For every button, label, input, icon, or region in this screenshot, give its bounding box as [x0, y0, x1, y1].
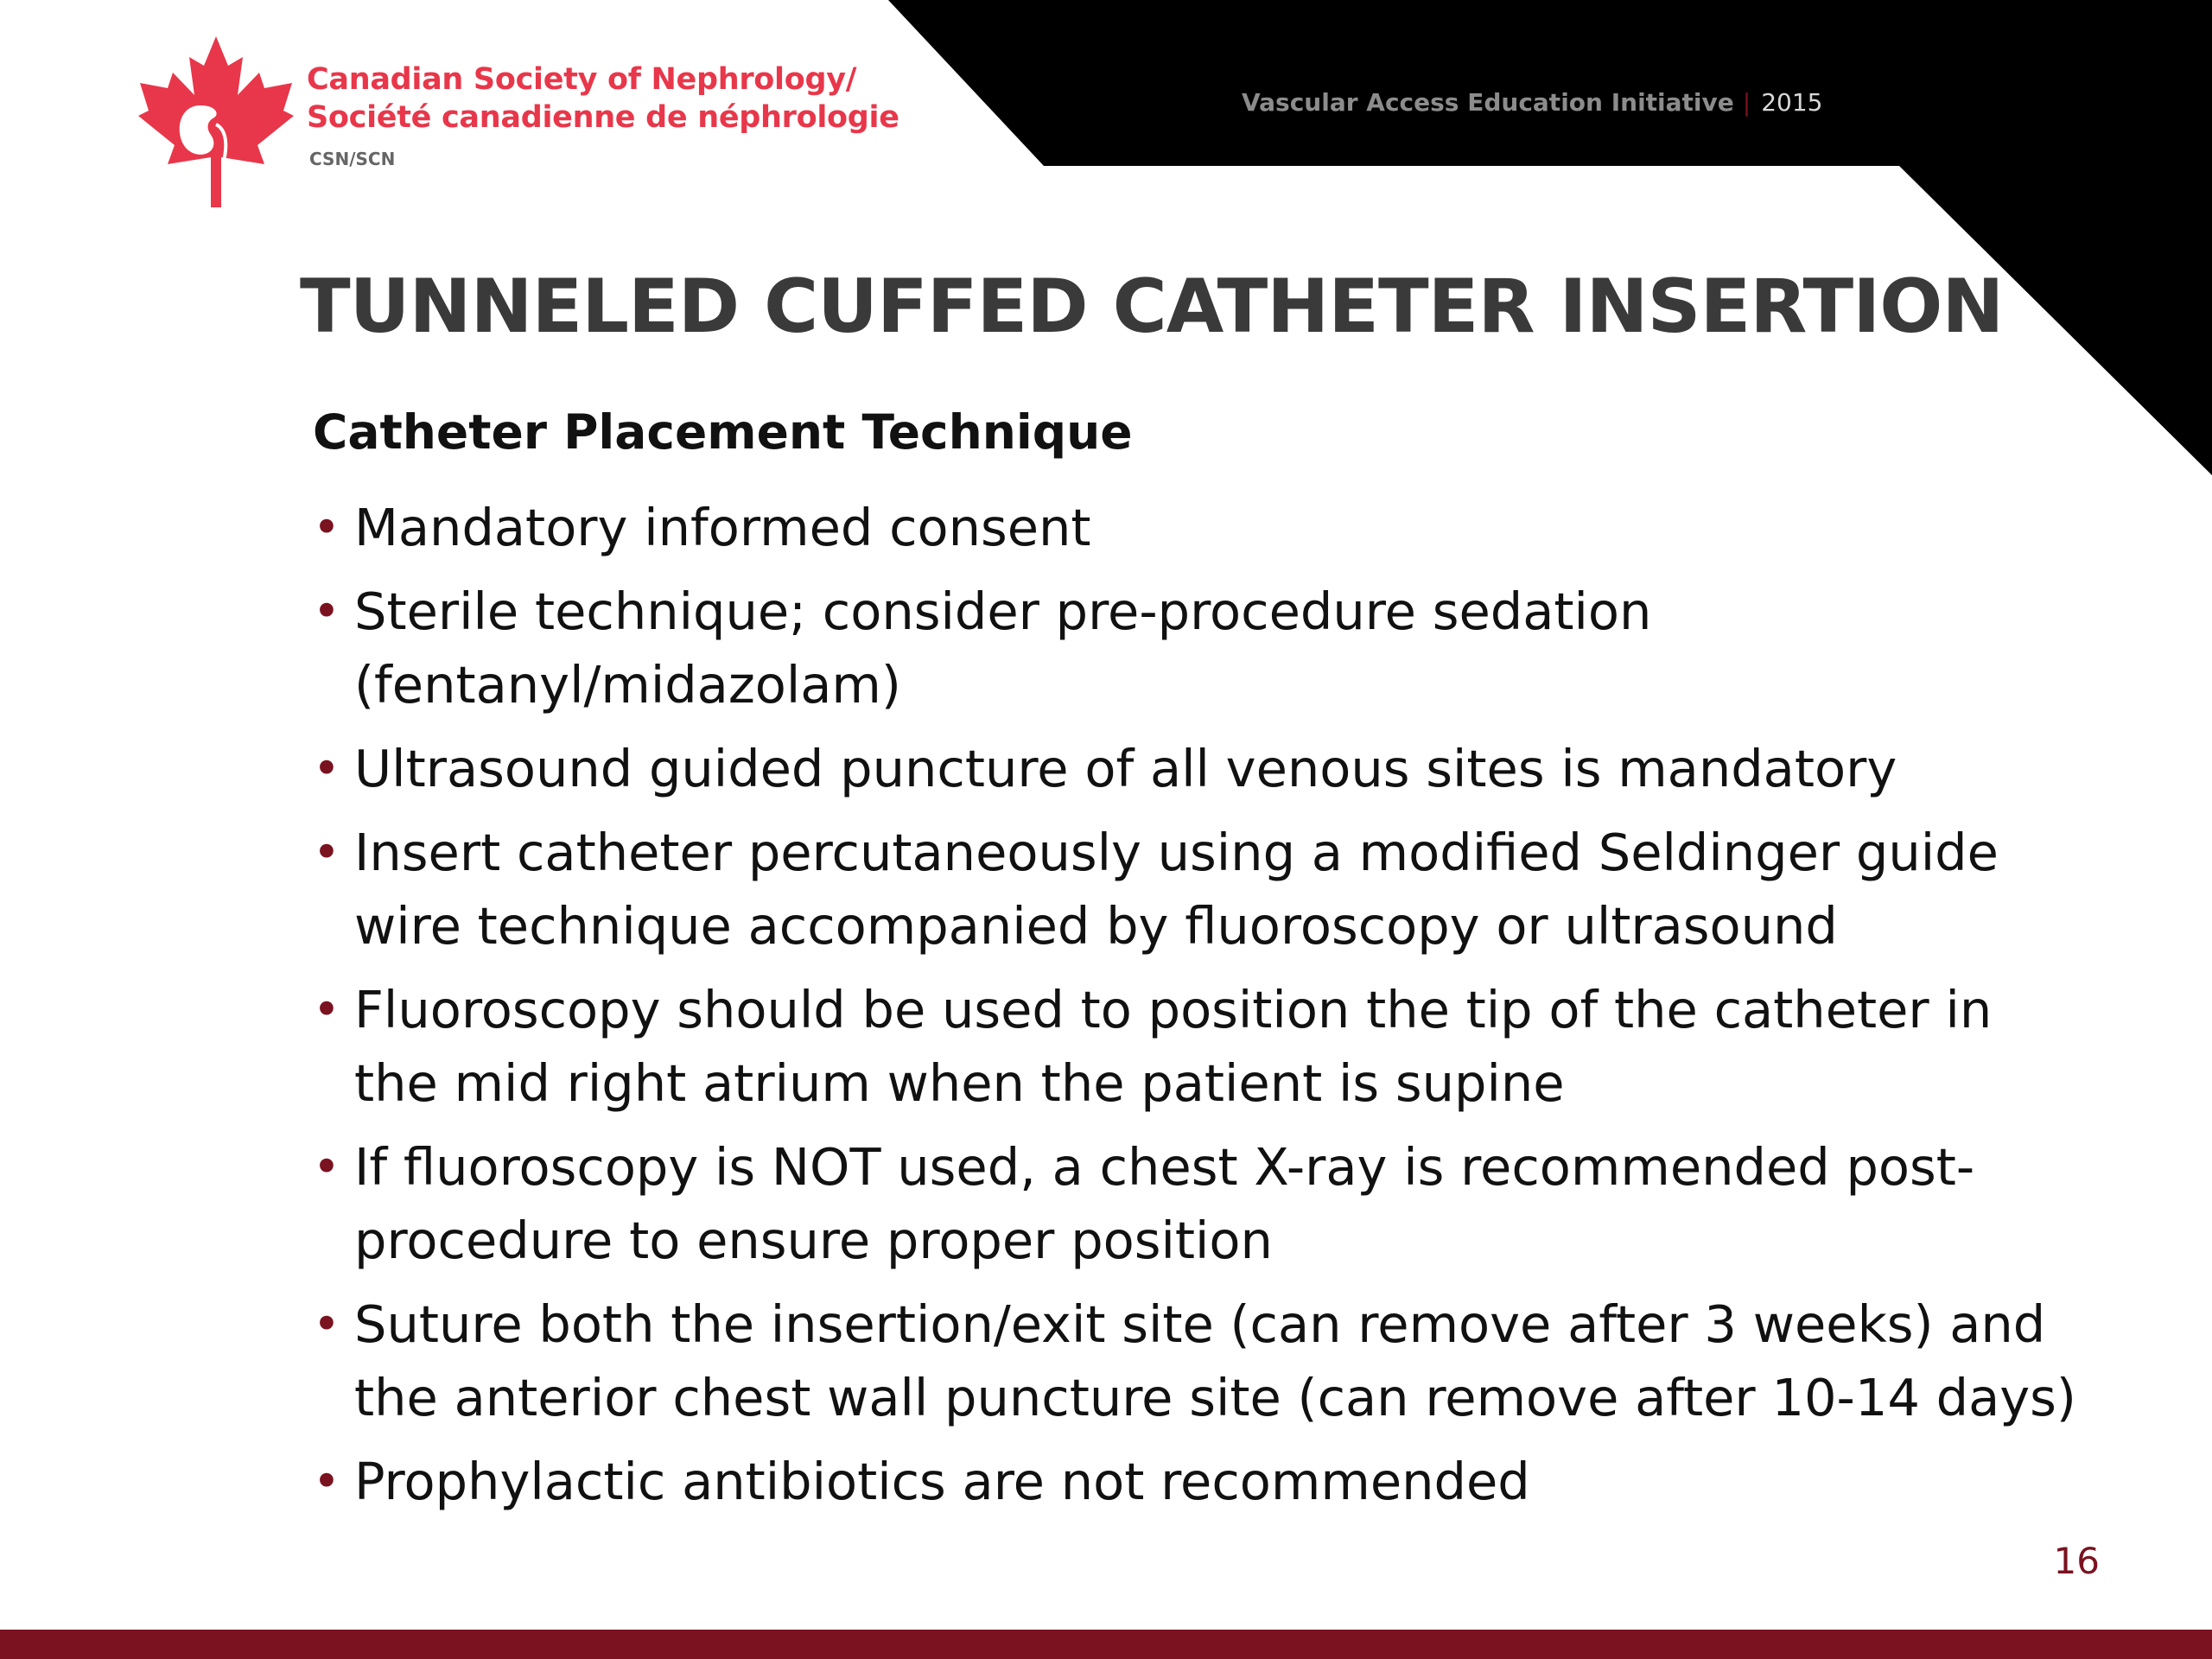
bullet-text: Mandatory informed consent [354, 498, 1091, 557]
bullet-dot: • [313, 500, 340, 555]
header-year: 2015 [1761, 88, 1823, 117]
bullet-item [313, 973, 2084, 1120]
bullet-dot: • [313, 982, 340, 1037]
bullet-dot: • [313, 825, 340, 880]
bullet-text: Ultrasound guided puncture of all venous sites is mandatory [354, 739, 1897, 798]
bullet-dot: • [313, 1297, 340, 1351]
footer-bar-shape [0, 1630, 2212, 1659]
section-heading: Catheter Placement Technique [313, 404, 1133, 460]
bullet-dot: • [313, 584, 340, 639]
bullet-text: Suture both the insertion/exit site (can remove after 3 weeks) and the anterior chest wall puncture site (can remove after 10-14 days) [354, 1294, 2076, 1427]
bullet-item [313, 816, 2084, 963]
bullet-dot: • [313, 1140, 340, 1194]
bullet-text: Sterile technique; consider pre-procedure sedation (fentanyl/midazolam) [354, 582, 1652, 715]
bullet-item [313, 1287, 2084, 1434]
bullet-item [313, 491, 2084, 564]
org-name-english: Canadian Society of Nephrology/ [307, 62, 857, 97]
bullet-item [313, 1445, 2084, 1518]
header-initiative: Vascular Access Education Initiative [1242, 88, 1734, 117]
page-number: 16 [2053, 1540, 2100, 1582]
slide-title: TUNNELED CUFFED CATHETER INSERTION [300, 264, 2004, 350]
bullet-item [313, 732, 2084, 805]
bullet-dot: • [313, 741, 340, 796]
bullet-text: Insert catheter percutaneously using a modified Seldinger guide wire technique accompanied by fluoroscopy or ultrasound [354, 823, 1999, 956]
maple-leaf-shape [138, 36, 294, 207]
org-abbreviation: CSN/SCN [309, 149, 396, 169]
header-text [1242, 88, 1822, 117]
bullet-text: Prophylactic antibiotics are not recommended [354, 1452, 1530, 1511]
maple-leaf-kidney-icon [137, 35, 296, 212]
header-separator: | [1742, 88, 1751, 117]
bullet-text: Fluoroscopy should be used to position the tip of the catheter in the mid right atrium when the patient is supine [354, 980, 1993, 1113]
org-name-french: Société canadienne de néphrologie [307, 100, 899, 135]
bullet-text: If fluoroscopy is NOT used, a chest X-ray is recommended post-procedure to ensure proper position [354, 1137, 1975, 1270]
bullet-dot: • [313, 1454, 340, 1509]
bullet-item [313, 1130, 2084, 1277]
footer-bar [0, 1630, 2212, 1659]
bullet-item [313, 575, 2084, 721]
bullet-list [313, 491, 2084, 1529]
